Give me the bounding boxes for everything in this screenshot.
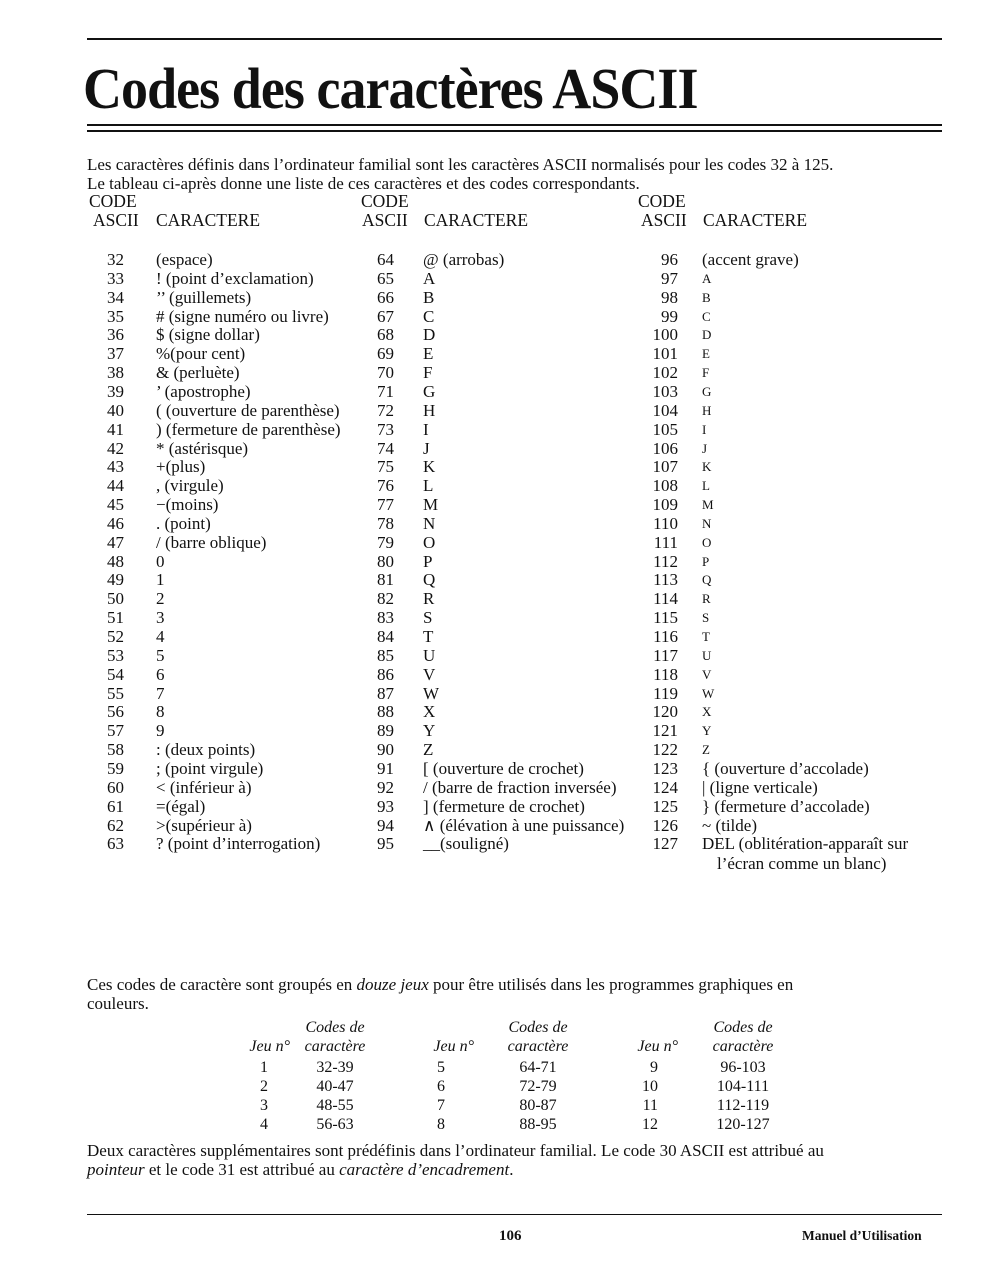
header-code-3: CODE [638, 191, 686, 211]
ascii-code: 75 [377, 457, 394, 477]
ascii-character: 1 [156, 570, 165, 590]
ascii-character: Z [702, 742, 710, 758]
ascii-character: +(plus) [156, 457, 206, 477]
header-caractere-1: CARACTERE [156, 210, 261, 230]
ascii-code: 45 [107, 495, 124, 515]
ascii-character: / (barre oblique) [156, 532, 267, 552]
ascii-code: 33 [107, 268, 124, 288]
groups-intro-emphasis: douze jeux [356, 975, 429, 994]
intro-line-1: Les caractères définis dans l’ordinateur familial sont les caractères ASCII normalisés pour les codes 32 à 125. [87, 155, 834, 174]
ascii-character: Q [423, 570, 436, 590]
ascii-character: $ (signe dollar) [156, 325, 260, 345]
groups-header-jeu-c: Jeu n° [637, 1038, 678, 1055]
ascii-character: T [702, 629, 710, 644]
group-number: 6 [437, 1078, 445, 1095]
ascii-character: / (barre de fraction inversée) [423, 777, 617, 797]
ascii-character: ? (point d’interrogation) [156, 834, 321, 854]
ascii-character: * (astérisque) [156, 438, 249, 458]
ascii-character: D [423, 325, 436, 345]
ascii-character: N [423, 513, 436, 533]
ascii-character: DEL (oblitération-apparaît sur [702, 834, 909, 854]
ascii-code: 46 [107, 513, 124, 533]
ascii-code: 94 [377, 815, 394, 835]
closing-encadrement: caractère d’encadrement [339, 1160, 510, 1179]
group-number: 5 [437, 1059, 445, 1076]
ascii-code: 91 [377, 758, 394, 778]
group-code-range: 88-95 [519, 1116, 557, 1133]
ascii-character: R [423, 589, 435, 609]
ascii-character: O [702, 534, 712, 550]
ascii-code: 71 [377, 381, 394, 401]
ascii-character: } (fermeture d’accolade) [702, 796, 870, 816]
group-number: 10 [642, 1078, 658, 1095]
ascii-code: 48 [107, 551, 124, 571]
ascii-code: 73 [377, 419, 394, 439]
groups-intro-after: pour être utilisés dans les programmes graphiques en [428, 975, 794, 994]
ascii-code: 97 [661, 268, 678, 288]
title-rule-1 [87, 124, 942, 126]
ascii-character: W [423, 683, 440, 703]
ascii-code: 118 [653, 664, 678, 684]
ascii-character: I [702, 421, 707, 437]
header-ascii-1: ASCII [93, 210, 139, 230]
title-rule-2 [87, 130, 942, 132]
ascii-code: 67 [377, 306, 394, 326]
ascii-character: Z [423, 740, 434, 760]
ascii-code: 120 [652, 702, 678, 722]
header-code-1: CODE [89, 191, 137, 211]
groups-header-codes2-c: caractère [712, 1038, 774, 1055]
ascii-character: : (deux points) [156, 740, 256, 760]
group-number: 4 [260, 1116, 268, 1133]
ascii-character: >(supérieur à) [156, 815, 252, 835]
ascii-code: 88 [377, 702, 394, 722]
ascii-code: 43 [107, 457, 124, 477]
ascii-character: ~ (tilde) [702, 815, 757, 835]
ascii-code: 37 [107, 344, 124, 364]
group-number: 9 [650, 1059, 658, 1076]
ascii-character: 6 [156, 664, 165, 684]
ascii-code: 78 [377, 513, 394, 533]
ascii-code: 44 [107, 476, 124, 496]
ascii-code: 57 [107, 721, 124, 741]
header-code-2: CODE [361, 191, 409, 211]
ascii-character: < (inférieur à) [156, 777, 252, 797]
ascii-code: 32 [107, 250, 124, 269]
ascii-character: A [702, 270, 712, 286]
ascii-character: Q [702, 572, 712, 588]
ascii-code: 90 [377, 740, 394, 760]
group-number: 8 [437, 1116, 445, 1133]
ascii-character: C [702, 308, 711, 324]
ascii-code: 47 [107, 532, 124, 552]
ascii-character: H [423, 400, 436, 420]
header-ascii-3: ASCII [641, 210, 687, 230]
ascii-character: S [423, 608, 433, 628]
ascii-character: 4 [156, 627, 165, 646]
ascii-character: 2 [156, 589, 165, 609]
ascii-character: ) (fermeture de parenthèse) [156, 419, 341, 439]
ascii-character: P [423, 551, 433, 571]
ascii-code: 66 [377, 287, 394, 307]
ascii-character: L [702, 478, 710, 494]
group-code-range: 72-79 [519, 1078, 557, 1095]
ascii-code: 53 [107, 645, 124, 665]
ascii-character: S [702, 610, 710, 626]
ascii-code: 74 [377, 438, 394, 458]
ascii-character: J [702, 440, 708, 456]
ascii-character: O [423, 532, 436, 552]
ascii-character: J [423, 438, 430, 458]
ascii-character: X [702, 704, 712, 720]
ascii-code: 112 [653, 551, 678, 571]
groups-header-jeu-b: Jeu n° [433, 1038, 474, 1055]
ascii-code: 72 [377, 400, 394, 420]
ascii-code: 104 [652, 400, 678, 420]
ascii-character: F [702, 365, 710, 381]
groups-header-jeu-a: Jeu n° [249, 1038, 290, 1055]
ascii-code: 111 [653, 532, 678, 552]
ascii-code: 113 [653, 570, 678, 590]
ascii-character: V [423, 664, 436, 684]
ascii-character: U [702, 647, 712, 663]
ascii-code: 96 [661, 250, 678, 269]
ascii-character: Y [423, 721, 436, 741]
ascii-code: 119 [653, 683, 678, 703]
ascii-code: 126 [652, 815, 678, 835]
closing-line-2 [87, 1160, 513, 1179]
ascii-character: G [423, 381, 436, 401]
ascii-code: 81 [377, 570, 394, 590]
closing-line-1: Deux caractères supplémentaires sont prédéfinis dans l’ordinateur familial. Le code 30 ASCII est attribué au [87, 1141, 824, 1160]
top-rule [87, 38, 942, 40]
group-code-range: 32-39 [316, 1059, 354, 1076]
ascii-code: 103 [652, 381, 678, 401]
ascii-code: 101 [652, 344, 678, 364]
ascii-character: ∧ (élévation à une puissance) [423, 815, 625, 835]
ascii-code: 59 [107, 758, 124, 778]
group-number: 11 [642, 1097, 658, 1114]
group-code-range: 112-119 [716, 1097, 770, 1114]
ascii-character: @ (arrobas) [423, 250, 505, 269]
ascii-code: 58 [107, 740, 124, 760]
ascii-code: 40 [107, 400, 124, 420]
ascii-character: ! (point d’exclamation) [156, 268, 314, 288]
ascii-character: N [702, 515, 712, 531]
closing-end: . [509, 1160, 514, 1179]
ascii-code: 35 [107, 306, 124, 326]
ascii-character: H [702, 402, 712, 418]
manual-name: Manuel d’Utilisation [802, 1228, 922, 1243]
ascii-character: (accent grave) [702, 250, 799, 269]
ascii-code: 51 [107, 608, 124, 628]
ascii-code: 89 [377, 721, 394, 741]
ascii-character: ’ (apostrophe) [156, 381, 251, 401]
groups-header-codes1-b: Codes de [508, 1019, 568, 1036]
ascii-character: (espace) [156, 250, 213, 269]
ascii-character: K [702, 459, 712, 475]
ascii-code: 69 [377, 344, 394, 364]
ascii-code: 110 [653, 513, 678, 533]
groups-header-codes2-a: caractère [304, 1038, 366, 1055]
ascii-code: 60 [107, 777, 124, 797]
intro-line-2: Le tableau ci-après donne une liste de ces caractères et des codes correspondants. [87, 174, 640, 193]
groups-intro-line-1 [87, 975, 793, 994]
ascii-code: 79 [377, 532, 394, 552]
ascii-code: 122 [652, 740, 678, 760]
ascii-character: 3 [156, 608, 165, 628]
ascii-code: 52 [107, 627, 124, 646]
groups-intro-before: Ces codes de caractère sont groupés en [87, 975, 357, 994]
ascii-character: B [702, 289, 711, 305]
ascii-code: 87 [377, 683, 394, 703]
ascii-code: 68 [377, 325, 394, 345]
ascii-character: −(moins) [156, 495, 219, 515]
ascii-character: V [702, 666, 712, 682]
group-code-range: 56-63 [316, 1116, 354, 1133]
ascii-character: F [423, 363, 433, 383]
bottom-rule [87, 1214, 942, 1215]
group-code-range: 80-87 [519, 1097, 557, 1114]
ascii-character: ( (ouverture de parenthèse) [156, 400, 340, 420]
ascii-code: 76 [377, 476, 394, 496]
ascii-code: 124 [652, 777, 678, 797]
ascii-character: X [423, 702, 436, 722]
group-code-range: 120-127 [716, 1116, 770, 1133]
groups-header-codes2-b: caractère [507, 1038, 569, 1055]
ascii-code: 107 [652, 457, 678, 477]
group-code-range: 96-103 [720, 1059, 766, 1076]
ascii-code: 115 [653, 608, 678, 628]
ascii-character: ; (point virgule) [156, 758, 264, 778]
ascii-character: G [702, 383, 712, 399]
group-number: 1 [260, 1059, 268, 1076]
ascii-character: W [702, 685, 715, 701]
ascii-character: T [423, 627, 434, 646]
ascii-code: 38 [107, 363, 124, 383]
ascii-character: R [702, 591, 711, 607]
group-number: 7 [437, 1097, 445, 1114]
ascii-character: , (virgule) [156, 476, 224, 496]
ascii-code: 102 [652, 363, 678, 383]
ascii-character: D [702, 327, 712, 343]
header-ascii-2: ASCII [362, 210, 408, 230]
ascii-character: %(pour cent) [156, 344, 246, 364]
group-code-range: 48-55 [316, 1097, 354, 1114]
ascii-code: 64 [377, 250, 394, 269]
ascii-code: 34 [107, 287, 124, 307]
ascii-code: 86 [377, 664, 394, 684]
ascii-character: E [423, 344, 434, 364]
ascii-code: 117 [653, 645, 678, 665]
ascii-character: E [702, 346, 710, 362]
ascii-code: 80 [377, 551, 394, 571]
ascii-character: . (point) [156, 513, 211, 533]
ascii-code: 56 [107, 702, 124, 722]
ascii-code: 85 [377, 645, 394, 665]
ascii-code: 83 [377, 608, 394, 628]
ascii-character: 5 [156, 645, 165, 665]
ascii-code: 84 [377, 627, 394, 646]
closing-pointeur: pointeur [87, 1160, 145, 1179]
ascii-code: 123 [652, 758, 678, 778]
ascii-code: 121 [652, 721, 678, 741]
ascii-character: { (ouverture d’accolade) [702, 758, 869, 778]
ascii-character: M [423, 495, 439, 515]
group-code-range: 104-111 [716, 1078, 770, 1095]
ascii-character: C [423, 306, 435, 326]
header-caractere-3: CARACTERE [703, 210, 808, 230]
groups-header-codes1-c: Codes de [713, 1019, 773, 1036]
page-number: 106 [499, 1228, 522, 1244]
ascii-code: 92 [377, 777, 394, 797]
ascii-character: M [702, 497, 714, 513]
ascii-character: ’’ (guillemets) [156, 287, 252, 307]
ascii-code: 125 [652, 796, 678, 816]
ascii-code: 82 [377, 589, 394, 609]
ascii-code: 93 [377, 796, 394, 816]
del-continuation: l’écran comme un blanc) [717, 854, 887, 873]
page-title: Codes des caractères ASCII [83, 56, 698, 121]
group-number: 3 [260, 1097, 268, 1114]
ascii-character: =(égal) [156, 796, 206, 816]
ascii-code: 42 [107, 438, 124, 458]
ascii-code: 49 [107, 570, 124, 590]
ascii-character: ] (fermeture de crochet) [423, 796, 585, 816]
ascii-character: B [423, 287, 435, 307]
ascii-code: 100 [652, 325, 678, 345]
ascii-character: 0 [156, 551, 165, 571]
ascii-code: 70 [377, 363, 394, 383]
closing-mid: et le code 31 est attribué au [144, 1160, 340, 1179]
ascii-character: P [702, 553, 710, 569]
groups-header-codes1-a: Codes de [305, 1019, 365, 1036]
ascii-code: 41 [107, 419, 124, 439]
group-code-range: 40-47 [316, 1078, 354, 1095]
ascii-character: 9 [156, 721, 165, 741]
ascii-code: 99 [661, 306, 678, 326]
ascii-code: 54 [107, 664, 124, 684]
ascii-character: U [423, 645, 436, 665]
ascii-character: 8 [156, 702, 165, 722]
ascii-character: | (ligne verticale) [702, 777, 818, 797]
ascii-character: # (signe numéro ou livre) [156, 306, 329, 326]
ascii-code: 55 [107, 683, 124, 703]
ascii-character: Y [702, 723, 712, 739]
group-code-range: 64-71 [519, 1059, 557, 1076]
group-number: 12 [642, 1116, 658, 1133]
header-caractere-2: CARACTERE [424, 210, 529, 230]
ascii-character: __(souligné) [423, 834, 509, 854]
ascii-code: 105 [652, 419, 678, 439]
ascii-code: 61 [107, 796, 124, 816]
ascii-code: 127 [652, 834, 678, 854]
ascii-character: 7 [156, 683, 165, 703]
ascii-character: A [423, 268, 436, 288]
ascii-code: 109 [652, 495, 678, 515]
ascii-character: [ (ouverture de crochet) [423, 758, 584, 778]
ascii-character: L [423, 476, 434, 496]
ascii-character: K [423, 457, 436, 477]
ascii-character: & (perluète) [156, 363, 240, 383]
ascii-code: 50 [107, 589, 124, 609]
ascii-code: 95 [377, 834, 394, 854]
groups-intro-line-2: couleurs. [87, 994, 149, 1013]
ascii-code: 114 [653, 589, 678, 609]
ascii-code: 39 [107, 381, 124, 401]
ascii-code: 106 [652, 438, 678, 458]
ascii-character: I [423, 419, 429, 439]
ascii-code: 62 [107, 815, 124, 835]
ascii-code: 98 [661, 287, 678, 307]
ascii-code: 63 [107, 834, 124, 854]
ascii-code: 108 [652, 476, 678, 496]
group-number: 2 [260, 1078, 268, 1095]
ascii-code: 116 [653, 627, 678, 646]
ascii-code: 65 [377, 268, 394, 288]
ascii-code: 36 [107, 325, 124, 345]
ascii-code: 77 [377, 495, 394, 515]
